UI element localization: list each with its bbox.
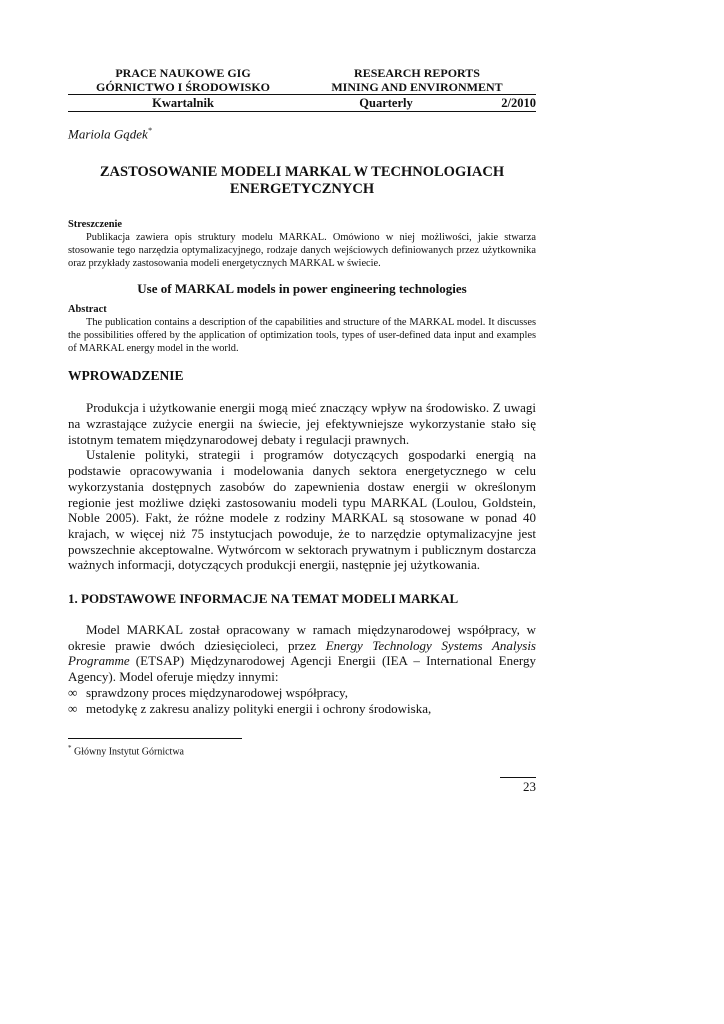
footnote-text: Główny Instytut Górnictwa bbox=[74, 746, 184, 758]
section-1-text-a: Model MARKAL został opracowany w ramach międzynarodowej współpracy, w okresie prawie dwóch dziesięcioleci, przez bbox=[68, 622, 536, 653]
journal-header bbox=[68, 66, 536, 94]
english-title: Use of MARKAL models in power engineering technologies bbox=[137, 281, 467, 297]
streszczenie-block bbox=[68, 218, 536, 270]
bullet-list bbox=[68, 685, 536, 716]
footnote-rule bbox=[68, 738, 242, 739]
abstract-text: The publication contains a description of the capabilities and structure of the MARKAL model. It discusses the possibilities offered by the application of optimization tools, types of user-defined data input and examples of MARKAL energy model in the world. bbox=[68, 317, 536, 355]
author-name: Mariola Gądek bbox=[68, 126, 148, 142]
journal-name-en bbox=[298, 66, 536, 94]
page-number: 23 bbox=[523, 779, 536, 794]
bullet-infinity-icon: ∞ bbox=[68, 700, 78, 716]
list-item-text: metodykę z zakresu analizy polityki energii i ochrony środowiska, bbox=[86, 700, 432, 716]
quarterly-en: Quarterly bbox=[359, 96, 413, 110]
issue-number: 2/2010 bbox=[501, 96, 536, 110]
section-1-text-b: (ETSAP) Międzynarodowej Agencji Energii (IEA – International Energy Agency). Model oferuje między innymi: bbox=[68, 653, 536, 685]
list-item-text: sprawdzony proces międzynarodowej współpracy, bbox=[86, 684, 348, 700]
quarterly-pl: Kwartalnik bbox=[152, 96, 214, 110]
abstract-label: Abstract bbox=[68, 304, 107, 316]
intro-paragraph-2: Ustalenie polityki, strategii i programów dotyczących gospodarki energią na podstawie opracowywania i modelowania danych sektora energetycznego w celu wykorzystania dostępnych zasobów do zapewnienia dostaw energii w określonym regionie jest możliwe dzięki zastosowaniu modeli typu MARKAL (Loulou, Goldstein, Noble 2005). Fakt, że różne modele z rodziny MARKAL są stosowane w ponad 40 krajach, w więcej niż 75 instytucjach powoduje, że to narzędzie optymalizacyjne jest powszechnie akceptowalne. Wytwórcom w sektorach prywatnym i publicznym dostarcza ważnych informacji, dotyczących produkcji energii, następnie jej użytkowania. bbox=[68, 447, 536, 573]
footnote bbox=[68, 742, 184, 758]
author bbox=[68, 126, 536, 142]
bullet-infinity-icon: ∞ bbox=[68, 684, 78, 700]
section-heading-intro: WPROWADZENIE bbox=[68, 368, 184, 384]
author-footnote-mark: * bbox=[147, 126, 152, 135]
issue-line bbox=[68, 95, 536, 111]
header-rule-bottom bbox=[68, 111, 536, 112]
section-heading-1: 1. PODSTAWOWE INFORMACJE NA TEMAT MODELI MARKAL bbox=[68, 591, 459, 607]
intro-paragraph-1: Produkcja i użytkowanie energii mogą mieć znaczący wpływ na środowisko. Z uwagi na wzrastające zużycie energii na świecie, jej efektywniejsze wykorzystanie stało się istotnym tematem międzynarodowej debaty i regulacji prawnych. bbox=[68, 400, 536, 447]
streszczenie-label: Streszczenie bbox=[68, 219, 123, 231]
streszczenie-text: Publikacja zawiera opis struktury modelu MARKAL. Omówiono w niej możliwości, jakie stwarza stosowanie tego narzędzia optymalizacyjnego, rodzaje danych wejściowych definiowanych przez użytkownika oraz przykłady zastosowania modeli energetycznych MARKAL w świecie. bbox=[68, 232, 536, 270]
header-right-line2: MINING AND ENVIRONMENT bbox=[331, 80, 503, 94]
header-left-line2: GÓRNICTWO I ŚRODOWISKO bbox=[95, 80, 271, 94]
abstract-block bbox=[68, 303, 536, 355]
page-number-rule bbox=[500, 777, 536, 778]
header-left-line1: PRACE NAUKOWE GIG bbox=[115, 66, 251, 80]
list-item bbox=[68, 685, 536, 701]
paper-page bbox=[68, 66, 536, 716]
footnote-mark: * bbox=[68, 744, 72, 752]
section-1-italic-programme: Energy Technology Systems Analysis Programme bbox=[68, 637, 536, 669]
journal-name-pl bbox=[68, 66, 298, 94]
paper-title: ZASTOSOWANIE MODELI MARKAL W TECHNOLOGIACH ENERGETYCZNYCH bbox=[99, 164, 505, 198]
list-item bbox=[68, 701, 536, 717]
section-1-paragraph-1 bbox=[68, 622, 536, 685]
header-right-line1: RESEARCH REPORTS bbox=[354, 66, 480, 80]
